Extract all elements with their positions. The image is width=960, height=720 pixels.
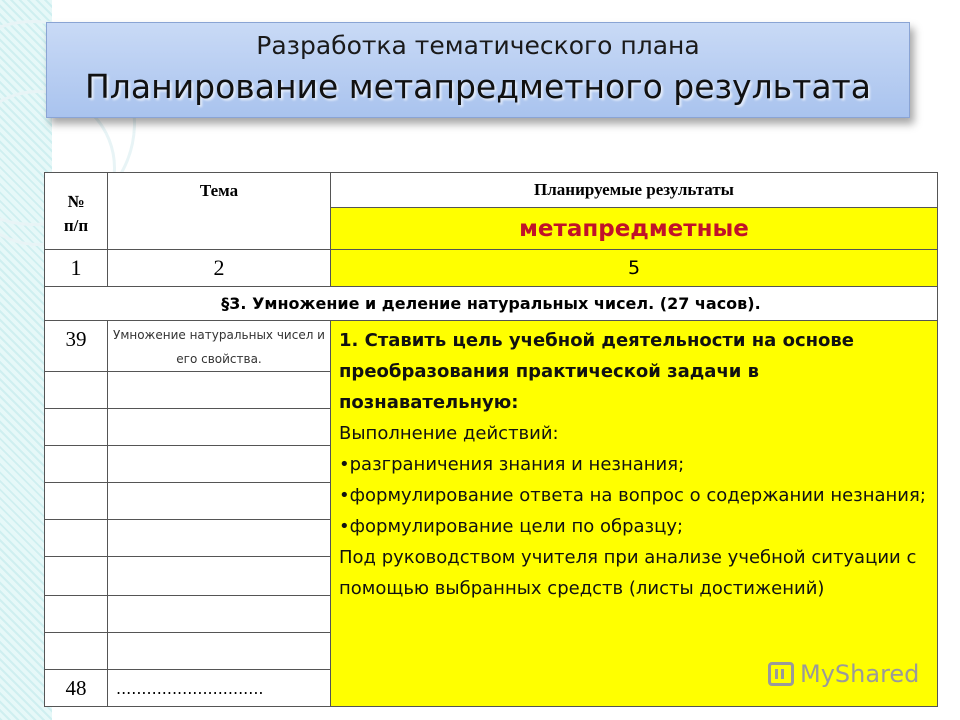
empty-cell	[44, 632, 108, 670]
header-meta-cell	[330, 207, 938, 250]
slide-title-line2: Планирование метапредметного результата	[84, 67, 872, 106]
content-bullet: •формулирование ответа на вопрос о содержании незнания;	[339, 485, 926, 506]
empty-cell	[107, 632, 331, 670]
header-planned: Планируемые результаты	[534, 180, 734, 199]
empty-cell	[44, 556, 108, 596]
empty-cell	[107, 556, 331, 596]
content-goal: 1. Ставить цель учебной деятельности на основе преобразования практической задачи в познавательную:	[339, 330, 855, 413]
numrow-c1: 1	[44, 249, 108, 287]
header-num-sub: п/п	[63, 216, 89, 235]
header-num-cell	[44, 172, 108, 250]
slide-title-box	[46, 22, 910, 118]
empty-cell	[107, 408, 331, 446]
section-title: §3. Умножение и деление натуральных чисел. (27 часов).	[44, 286, 938, 321]
empty-cell	[44, 595, 108, 633]
row-num-last: 48	[44, 669, 108, 707]
empty-cell	[107, 445, 331, 483]
empty-cell	[107, 595, 331, 633]
empty-cell	[44, 371, 108, 409]
header-tema: Тема	[199, 181, 239, 200]
header-meta: метапредметные	[519, 215, 749, 242]
empty-cell	[44, 445, 108, 483]
row-num-first: 39	[44, 320, 108, 372]
meta-results-content	[330, 320, 938, 707]
watermark-text: MyShared	[800, 660, 920, 688]
empty-cell	[107, 482, 331, 520]
content-bullet: •разграничения знания и незнания;	[339, 454, 685, 475]
header-tema-cell	[107, 172, 331, 250]
empty-cell	[107, 519, 331, 557]
empty-cell	[107, 371, 331, 409]
empty-cell	[44, 519, 108, 557]
presentation-icon	[768, 662, 794, 686]
header-planned-cell	[330, 172, 938, 208]
content-outro: Под руководством учителя при анализе учебной ситуации с помощью выбранных средств (листы достижений)	[339, 547, 917, 599]
row-topic-last: .............................	[107, 669, 331, 707]
content-bullet: •формулирование цели по образцу;	[339, 516, 684, 537]
watermark	[768, 656, 928, 692]
row-topic-first: Умножение натуральных чисел и его свойства.	[107, 320, 331, 372]
numrow-c2: 2	[107, 249, 331, 287]
content-intro: Выполнение действий:	[339, 423, 559, 444]
slide-title-line1: Разработка тематического плана	[256, 31, 700, 60]
numrow-c3: 5	[330, 249, 938, 287]
header-num-label: №	[67, 192, 85, 211]
empty-cell	[44, 482, 108, 520]
empty-cell	[44, 408, 108, 446]
